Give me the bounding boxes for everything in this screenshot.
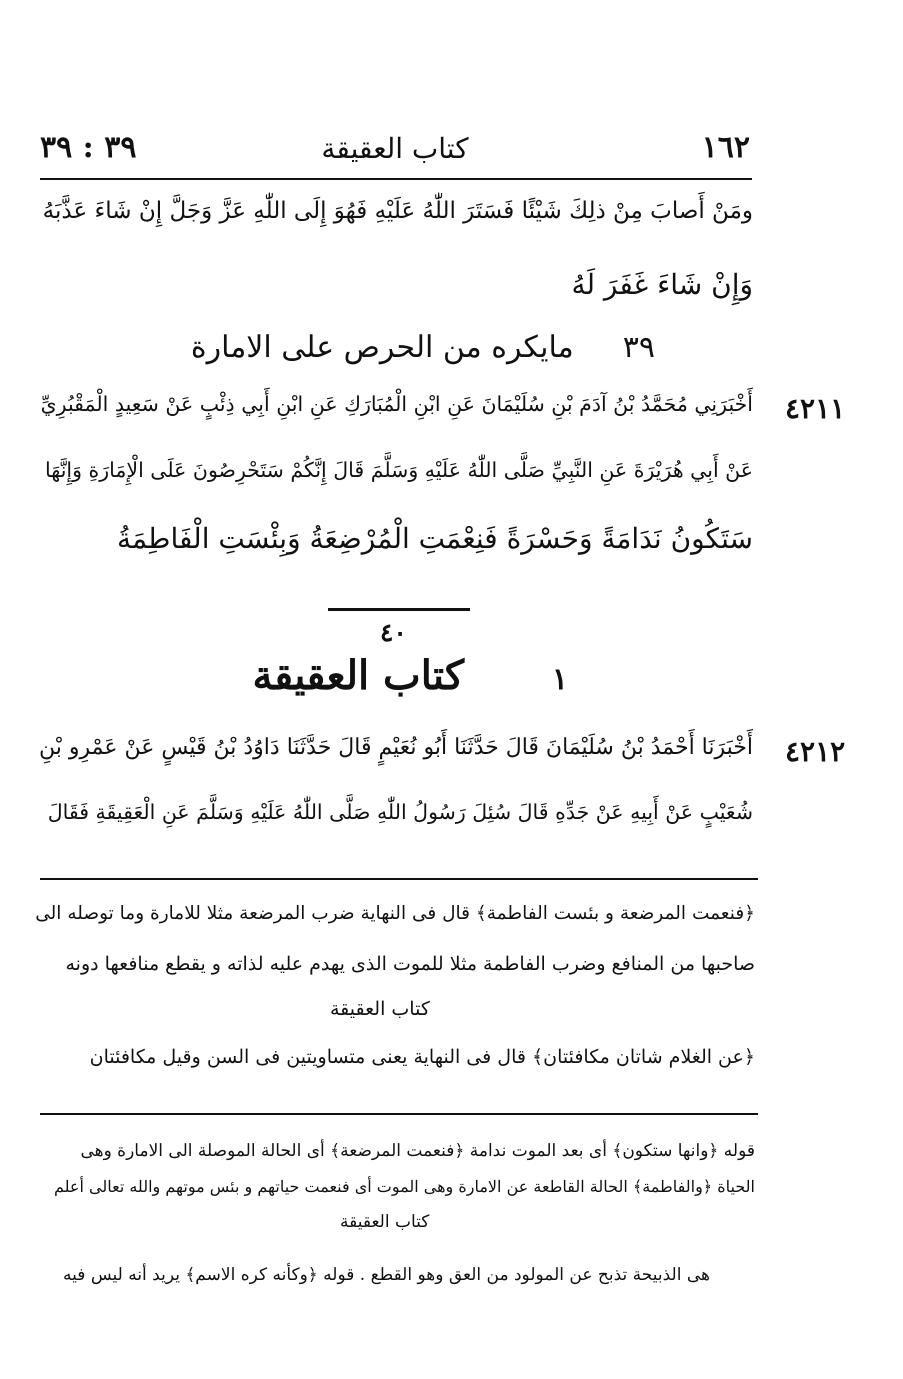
hadith-4211-line-3: سَتَكُونُ نَدَامَةً وَحَسْرَةً فَنِعْمَتِ الْمُرْضِعَةُ وَبِئْسَتِ الْفَاطِمَةُ (116, 522, 753, 555)
chapter-number: ٣٩ (622, 330, 655, 365)
hadith-4211-line-2: عَنْ أَبِي هُرَيْرَةَ عَنِ النَّبِيِّ صَلَّى اللّٰهُ عَلَيْهِ وَسَلَّمَ قَالَ إِنَّكُمْ سَتَحْرِصُونَ عَلَى الْإِمَارَةِ وَإِنَّهَا (45, 458, 753, 482)
footnote2-line-3: هى الذبيحة تذبح عن المولود من العق وهو القطع . قوله ﴿وكأنه كره الاسم﴾ يريد أنه ليس فيه (63, 1265, 710, 1285)
footnote2-line-2: الحياة ﴿والفاطمة﴾ الحالة القاطعة عن الامارة وهى الموت أى فنعمت حياتهم و بئس موتهم والله تعالى أعلم (53, 1177, 755, 1196)
header-rule (40, 178, 752, 180)
running-header (40, 128, 750, 174)
hadith-4212-line-1: أَخْبَرَنَا أَحْمَدُ بْنُ سُلَيْمَانَ قَالَ حَدَّثَنَا أَبُو نُعَيْمٍ قَالَ حَدَّثَنَا دَاوُدُ بْنُ قَيْسٍ عَنْ عَمْرِو بْنِ (38, 735, 753, 760)
book-number: ٤٠ (380, 618, 407, 647)
book-title-text: كتاب العقيقة (252, 652, 464, 699)
book-title (253, 652, 568, 699)
footnote-rule-2 (40, 1113, 758, 1115)
footnote1-line-3: ﴿عن الغلام شاتان مكافئتان﴾ قال فى النهاية يعنى متساويتين فى السن وقيل مكافئتان (89, 1046, 755, 1068)
continuation-line-2: وَإِنْ شَاءَ غَفَرَ لَهُ (571, 268, 753, 301)
book-divider (328, 608, 470, 611)
chapter-title: مايكره من الحرص على الامارة (190, 330, 574, 365)
page-number: ١٦٢ (701, 130, 750, 165)
hadith-number-4211: ٤٢١١ (785, 392, 846, 425)
hadith-number-4212: ٤٢١٢ (785, 735, 846, 768)
footnote1-heading: كتاب العقيقة (330, 998, 430, 1020)
hadith-4212-line-2: شُعَيْبٍ عَنْ أَبِيهِ عَنْ جَدِّهِ قَالَ سُئِلَ رَسُولُ اللّٰهِ صَلَّى اللّٰهُ عَلَيْهِ وَسَلَّمَ عَنِ الْعَقِيقَةِ فَقَالَ (47, 800, 753, 824)
chapter-heading (191, 330, 655, 365)
hadith-4211-line-1: أَخْبَرَنِي مُحَمَّدُ بْنُ آدَمَ بْنِ سُلَيْمَانَ عَنِ ابْنِ الْمُبَارَكِ عَنِ ابْنِ أَبِي ذِئْبٍ عَنْ سَعِيدٍ الْمَقْبُرِيِّ (40, 392, 753, 416)
continuation-line-1: ومَنْ أَصابَ مِنْ ذلِكَ شَيْئًا فَسَتَرَ اللّٰهُ عَلَيْهِ فَهُوَ إِلَى اللّٰهِ عَزَّ وَجَلَّ إِنْ شَاءَ عَذَّبَهُ (42, 198, 753, 224)
book-sub-number: ١ (551, 662, 568, 697)
running-book-title: كتاب العقيقة (321, 132, 469, 165)
footnote1-line-2: صاحبها من المنافع وضرب الفاطمة مثلا للموت الذى يهدم عليه لذاته و يقطع منافعها دونه (65, 953, 755, 975)
running-reference: ٣٩ : ٣٩ (40, 130, 137, 165)
footnote2-heading: كتاب العقيقة (340, 1212, 430, 1232)
footnote-rule-1 (40, 878, 758, 880)
footnote2-line-1: قوله ﴿وانها ستكون﴾ أى بعد الموت ندامة ﴿فنعمت المرضعة﴾ أى الحالة الموصلة الى الامارة وهى (80, 1141, 755, 1161)
footnote1-line-1: ﴿فنعمت المرضعة و بئست الفاطمة﴾ قال فى النهاية ضرب المرضعة مثلا للامارة وما توصله الى (35, 903, 755, 924)
